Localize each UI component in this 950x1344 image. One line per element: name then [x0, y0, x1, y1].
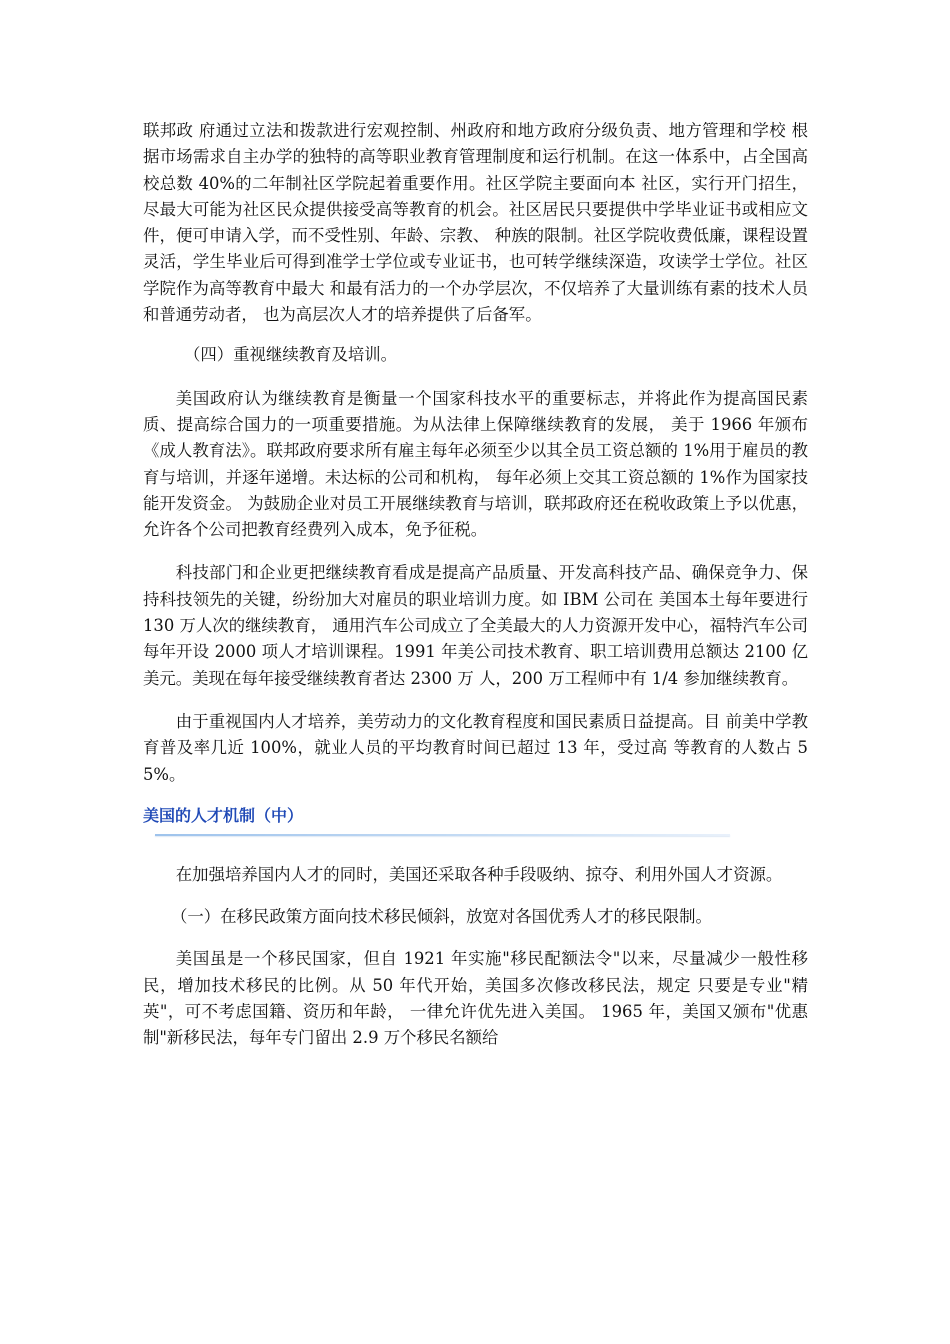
paragraph-immigration-history: 美国虽是一个移民国家，但自 1921 年实施"移民配额法令"以来，尽量减少一般性移民，增加技术移民的比例。从 50 年代开始，美国多次修改移民法，规定 只要是专业"精英"，可不考虑国籍、资历和年龄， 一律允许优先进入美国。 1965 年，美国又颁布"优惠制"新移民法，每年专门留出 2.9 万个移民名额给 [143, 949, 808, 1048]
subheading-continuing-education: （四）重视继续教育及培训。 [184, 345, 398, 365]
paragraph-foreign-talent: 在加强培养国内人才的同时，美国还采取各种手段吸纳、掠夺、利用外国人才资源。 [175, 864, 783, 884]
paragraph-community-colleges: 联邦政 府通过立法和拨款进行宏观控制、州政府和地方政府分级负责、地方管理和学校 根据市场需求自主办学的独特的高等职业教育管理制度和运行机制。在这一体系中，占全国高校总数 40%的二年制社区学院起着重要作用。社区学院主要面向本 社区，实行开门招生，尽最大可能为社区民众提供接受高等教育的机会。社区居民只要提供中学毕业证书或相应文件，便可申请入学，而不受性别、年龄、宗教、 种族的限制。社区学院收费低廉，课程设置灵活，学生毕业后可得到准学士学位或专业证书，也可转学继续深造，攻读学士学位。社区学院作为高等教育中最大 和最有活力的一个办学层次，不仅培养了大量训练有素的技术人员和普通劳动者， 也为高层次人才的培养提供了后备军。 [143, 121, 808, 325]
paragraph-corporate-training: 科技部门和企业更把继续教育看成是提高产品质量、开发高科技产品、确保竞争力、保持科技领先的关键，纷纷加大对雇员的职业培训力度。如 IBM 公司在 美国本土每年要进行 130 万人次的继续教育， 通用汽车公司成立了全美最大的人力资源开发中心，福特汽车公司每年开设 2000 项人才培训课程。1991 年美公司技术教育、职工培训费用总额达 2100 亿美元。美现在每年接受继续教育者达 2300 万 人，200 万工程师中有 1/4 参加继续教育。 [143, 563, 808, 688]
paragraph-government-policy: 美国政府认为继续教育是衡量一个国家科技水平的重要标志，并将此作为提高国民素质、提高综合国力的一项重要措施。为从法律上保障继续教育的发展， 美于 1966 年颁布《成人教育法》。联邦政府要求所有雇主每年必须至少以其全员工资总额的 1%用于雇员的教育与培训，并逐年递增。未达标的公司和机构， 每年必须上交其工资总额的 1%作为国家技能开发资金。 为鼓励企业对员工开展继续教育与培训，联邦政府还在税收政策上予以优惠，允许各个公司把教育经费列入成本，免予征税。 [143, 388, 808, 540]
document-body [143, 118, 808, 1052]
section-header [143, 804, 808, 836]
subheading-immigration-policy: （一）在移民政策方面向技术移民倾斜，放宽对各国优秀人才的移民限制。 [171, 907, 712, 927]
paragraph-education-level: 由于重视国内人才培养，美劳动力的文化教育程度和国民素质日益提高。目 前美中学教育普及率几近 100%，就业人员的平均教育时间已超过 13 年，受过高 等教育的人数占 55%。 [143, 711, 808, 784]
section-title: 美国的人才机制（中） [143, 805, 304, 825]
section-divider [155, 834, 730, 836]
